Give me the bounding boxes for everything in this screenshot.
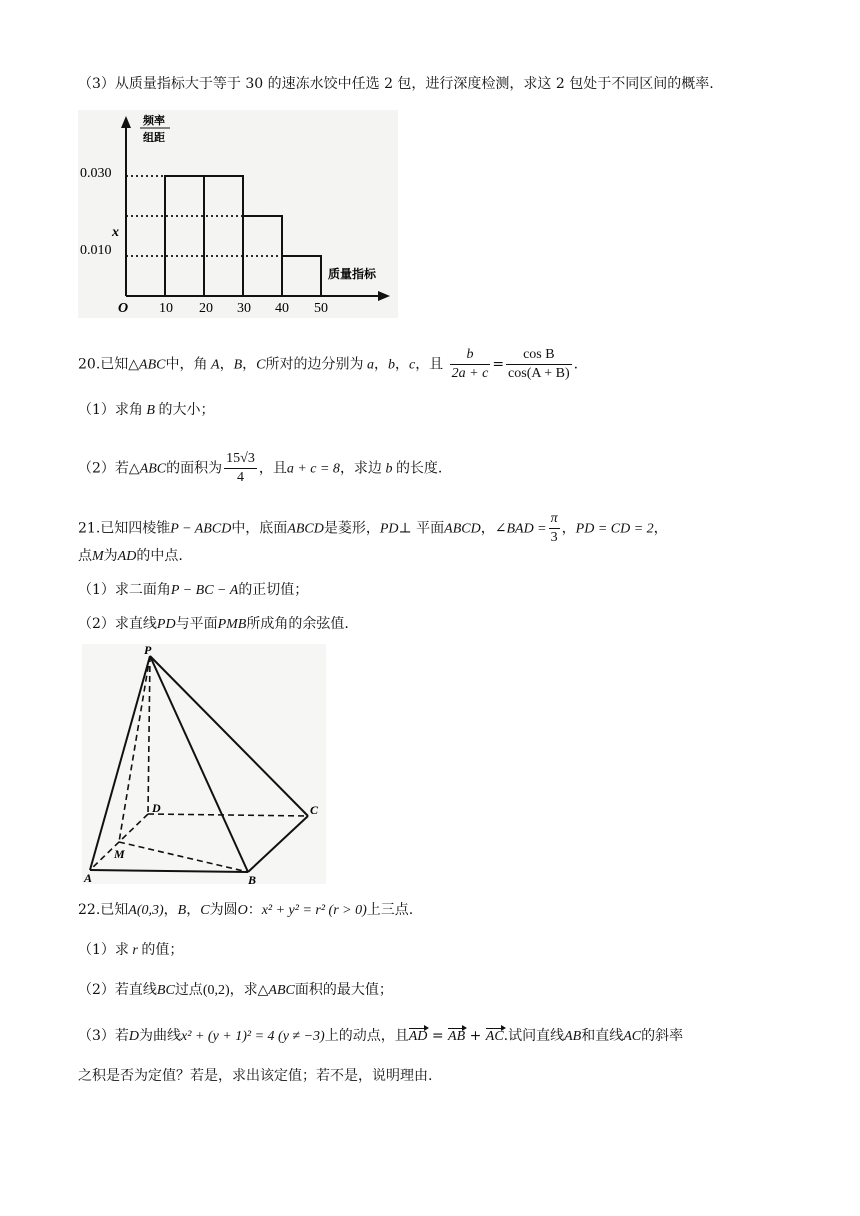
label-M: M bbox=[114, 847, 125, 861]
pyramid-figure bbox=[82, 644, 326, 884]
x-axis-arrow bbox=[378, 291, 390, 301]
edge-MB bbox=[119, 842, 248, 872]
edge-AB bbox=[90, 870, 248, 872]
q22-part1: （1）求 r 的值； bbox=[78, 942, 184, 958]
q21-part1: （1）求二面角P − BC − A的正切值； bbox=[78, 582, 309, 598]
histogram-figure bbox=[78, 110, 398, 318]
label-B: B bbox=[248, 873, 257, 884]
q20-part1: （1）求角 B 的大小； bbox=[78, 402, 215, 418]
label-P: P bbox=[144, 644, 152, 657]
ylabel-top: 频率 bbox=[143, 114, 165, 127]
q21-line2: 点M为AD的中点. bbox=[78, 548, 183, 564]
edge-DC bbox=[148, 814, 308, 816]
pi-over-3: $\frac{\pi}{3}$ bbox=[550, 511, 558, 545]
label-C: C bbox=[310, 803, 319, 817]
q22-part2: （2）若直线BC过点(0,2)，求△ABC面积的最大值； bbox=[78, 982, 393, 998]
histogram-bar-1 bbox=[204, 176, 243, 296]
histogram-bar-0 bbox=[165, 176, 204, 296]
xtick-10: 10 bbox=[159, 301, 173, 316]
pyramid-diagram bbox=[82, 644, 326, 884]
q21-part2: （2）求直线PD与平面PMB所成角的余弦值. bbox=[78, 616, 349, 632]
histogram-bar-3 bbox=[282, 256, 321, 296]
histogram-chart bbox=[78, 110, 398, 318]
edge-PB bbox=[150, 656, 248, 872]
area-fraction: $\frac{15√3}{4}$ bbox=[226, 451, 255, 485]
label-A: A bbox=[84, 871, 93, 884]
q20-fraction-right: $\frac{\text{cos B}}{\cos(A + B)}$ bbox=[508, 347, 570, 381]
edge-PD bbox=[148, 656, 150, 814]
q19-part3: （3）从质量指标大于等于 30 的速冻水饺中任选 2 包，进行深度检测，求这 2 包处于不同区间的概率. bbox=[78, 76, 714, 92]
xtick-30: 30 bbox=[237, 301, 251, 316]
q22-part3-cont: 之积是否为定值？若是，求出该定值；若不是，说明理由. bbox=[78, 1068, 433, 1084]
ytick-0010: 0.010 bbox=[80, 243, 112, 258]
q22-stem: 22.已知A(0,3)，B，C为圆O：x² + y² = r² (r > 0)上三点. bbox=[78, 902, 414, 918]
vector-AB: AB bbox=[448, 1027, 465, 1047]
ytick-0030: 0.030 bbox=[80, 166, 112, 181]
edge-BC bbox=[248, 816, 308, 872]
xtick-40: 40 bbox=[275, 301, 289, 316]
q20-stem: 20.已知△ABC中，角 A，B，C所对的边分别为 a，b，c，且 $\frac{b}{2a + c}$ = $\frac{\text{cos B}}{\cos(A + B)}$ . bbox=[78, 347, 579, 381]
q20-fraction-left: $\frac{b}{2a + c}$ bbox=[451, 347, 489, 381]
q20-part2: （2）若△ABC的面积为 $\frac{15√3}{4}$ ，且a + c = 8，求边 b 的长度. bbox=[78, 451, 443, 485]
vector-AD: AD bbox=[409, 1027, 428, 1047]
ylabel-bottom: 组距 bbox=[143, 131, 165, 144]
y-axis-arrow bbox=[121, 116, 131, 128]
xtick-20: 20 bbox=[199, 301, 213, 316]
q22-part3: （3）若D为曲线x² + (y + 1)² = 4 (y ≠ −3)上的动点，且AD = AB + AC.试问直线AB和直线AC的斜率 bbox=[78, 1026, 683, 1047]
xtick-50: 50 bbox=[314, 301, 328, 316]
edge-PC bbox=[150, 656, 308, 816]
label-D: D bbox=[152, 801, 161, 815]
ytick-x: x bbox=[112, 225, 119, 240]
q21-stem: 21.已知四棱锥P − ABCD中，底面ABCD是菱形，PD⊥ 平面ABCD，∠BAD = $\frac{\pi}{3}$ ，PD = CD = 2， bbox=[78, 511, 668, 545]
xlabel: 质量指标 bbox=[328, 267, 377, 281]
origin-label: O bbox=[118, 301, 129, 316]
vector-AC: AC bbox=[486, 1027, 504, 1047]
